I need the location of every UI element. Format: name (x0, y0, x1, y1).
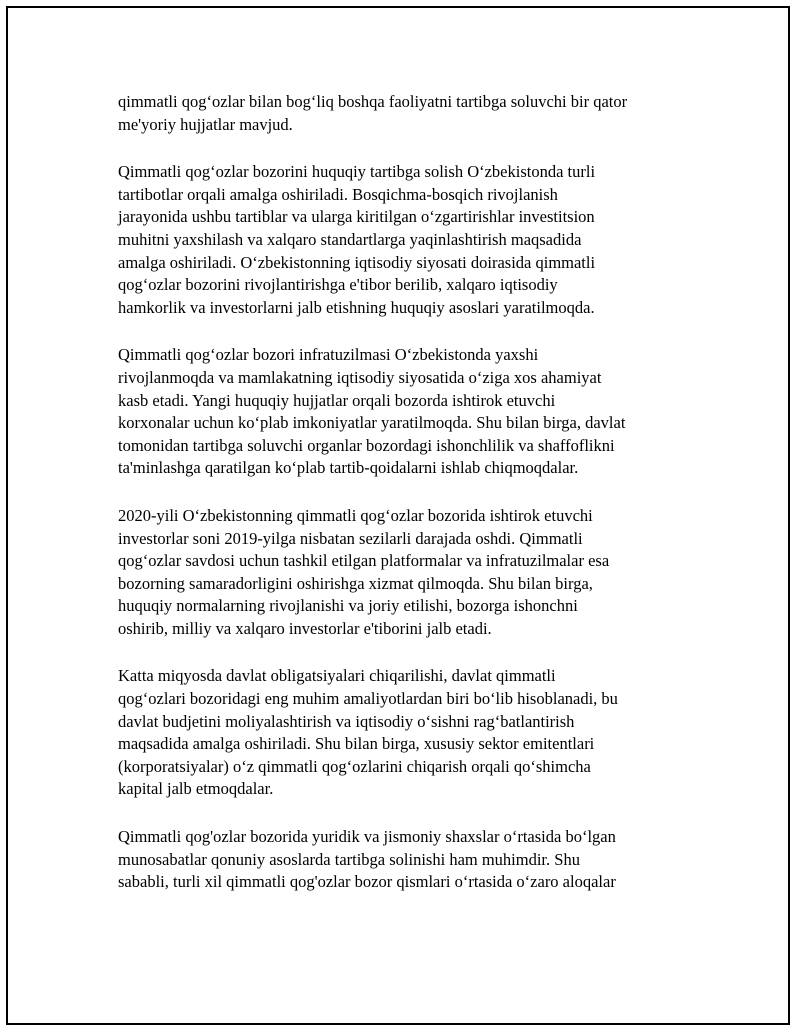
text-line: korxonalar uchun ko‘plab imkoniyatlar yaratilmoqda. Shu bilan birga, davlat (118, 413, 626, 433)
text-line: Qimmatli qog‘ozlar bozori infratuzilmasi O‘zbekistonda yaxshi (118, 345, 539, 365)
text-line: kasb etadi. Yangi huquqiy hujjatlar orqali bozorda ishtirok etuvchi (118, 390, 556, 410)
text-line: ta'minlashga qaratilgan ko‘plab tartib-qoidalarni ishlab chiqmoqdalar. (118, 458, 579, 478)
text-line: muhitni yaxshilash va xalqaro standartlarga yaqinlashtirish maqsadida (118, 229, 582, 249)
text-line: investorlar soni 2019-yilga nisbatan sezilarli darajada oshdi. Qimmatli (118, 528, 583, 548)
paragraph-1 (118, 91, 686, 136)
text-line: qog‘ozlar bozorini rivojlantirishga e'tibor berilib, xalqaro iqtisodiy (118, 275, 558, 295)
text-line: huquqiy normalarning rivojlanishi va joriy etilishi, bozorga ishonchni (118, 596, 578, 616)
text-line: (korporatsiyalar) o‘z qimmatli qog‘ozlarini chiqarish orqali qo‘shimcha (118, 756, 591, 776)
text-line: qimmatli qog‘ozlar bilan bog‘liq boshqa faoliyatni tartibga soluvchi bir qator (118, 92, 628, 111)
paragraph-6 (118, 826, 686, 894)
text-line: Qimmatli qog'ozlar bozorida yuridik va jismoniy shaxslar o‘rtasida bo‘lgan (118, 827, 616, 847)
text-line: rivojlanmoqda va mamlakatning iqtisodiy siyosatida o‘ziga xos ahamiyat (118, 367, 602, 387)
text-line: kapital jalb etmoqdalar. (118, 779, 274, 799)
paragraph-2 (118, 161, 686, 319)
document-body (118, 91, 686, 919)
text-line: me'yoriy hujjatlar mavjud. (118, 114, 293, 134)
text-line: oshirib, milliy va xalqaro investorlar e'tiborini jalb etadi. (118, 618, 492, 638)
text-line: hamkorlik va investorlarni jalb etishning huquqiy asoslari yaratilmoqda. (118, 297, 595, 317)
text-line: 2020-yili O‘zbekistonning qimmatli qog‘ozlar bozorida ishtirok etuvchi (118, 505, 593, 525)
text-line: sababli, turli xil qimmatli qog'ozlar bozor qismlari o‘rtasida o‘zaro aloqalar (118, 872, 616, 892)
text-line: bozorning samaradorligini oshirishga xizmat qilmoqda. Shu bilan birga, (118, 573, 593, 593)
text-line: maqsadida amalga oshiriladi. Shu bilan birga, xususiy sektor emitentlari (118, 734, 595, 754)
text-line: amalga oshiriladi. O‘zbekistonning iqtisodiy siyosati doirasida qimmatli (118, 252, 596, 272)
text-line: davlat budjetini moliyalashtirish va iqtisodiy o‘sishni rag‘batlantirish (118, 711, 575, 731)
text-line: Katta miqyosda davlat obligatsiyalari chiqarilishi, davlat qimmatli (118, 666, 556, 686)
paragraph-5 (118, 665, 686, 801)
text-line: qog‘ozlari bozoridagi eng muhim amaliyotlardan biri bo‘lib hisoblanadi, bu (118, 689, 618, 709)
text-line: tartibotlar orqali amalga oshiriladi. Bosqichma-bosqich rivojlanish (118, 184, 558, 204)
text-line: jarayonida ushbu tartiblar va ularga kiritilgan o‘zgartirishlar investitsion (118, 207, 595, 227)
text-line: qog‘ozlar savdosi uchun tashkil etilgan platformalar va infratuzilmalar esa (118, 551, 610, 571)
paragraph-4 (118, 505, 686, 641)
paragraph-3 (118, 344, 686, 480)
text-line: Qimmatli qog‘ozlar bozorini huquqiy tartibga solish O‘zbekistonda turli (118, 162, 596, 182)
text-line: tomonidan tartibga soluvchi organlar bozordagi ishonchlilik va shaffoflikni (118, 435, 615, 455)
text-line: munosabatlar qonuniy asoslarda tartibga solinishi ham muhimdir. Shu (118, 849, 580, 869)
